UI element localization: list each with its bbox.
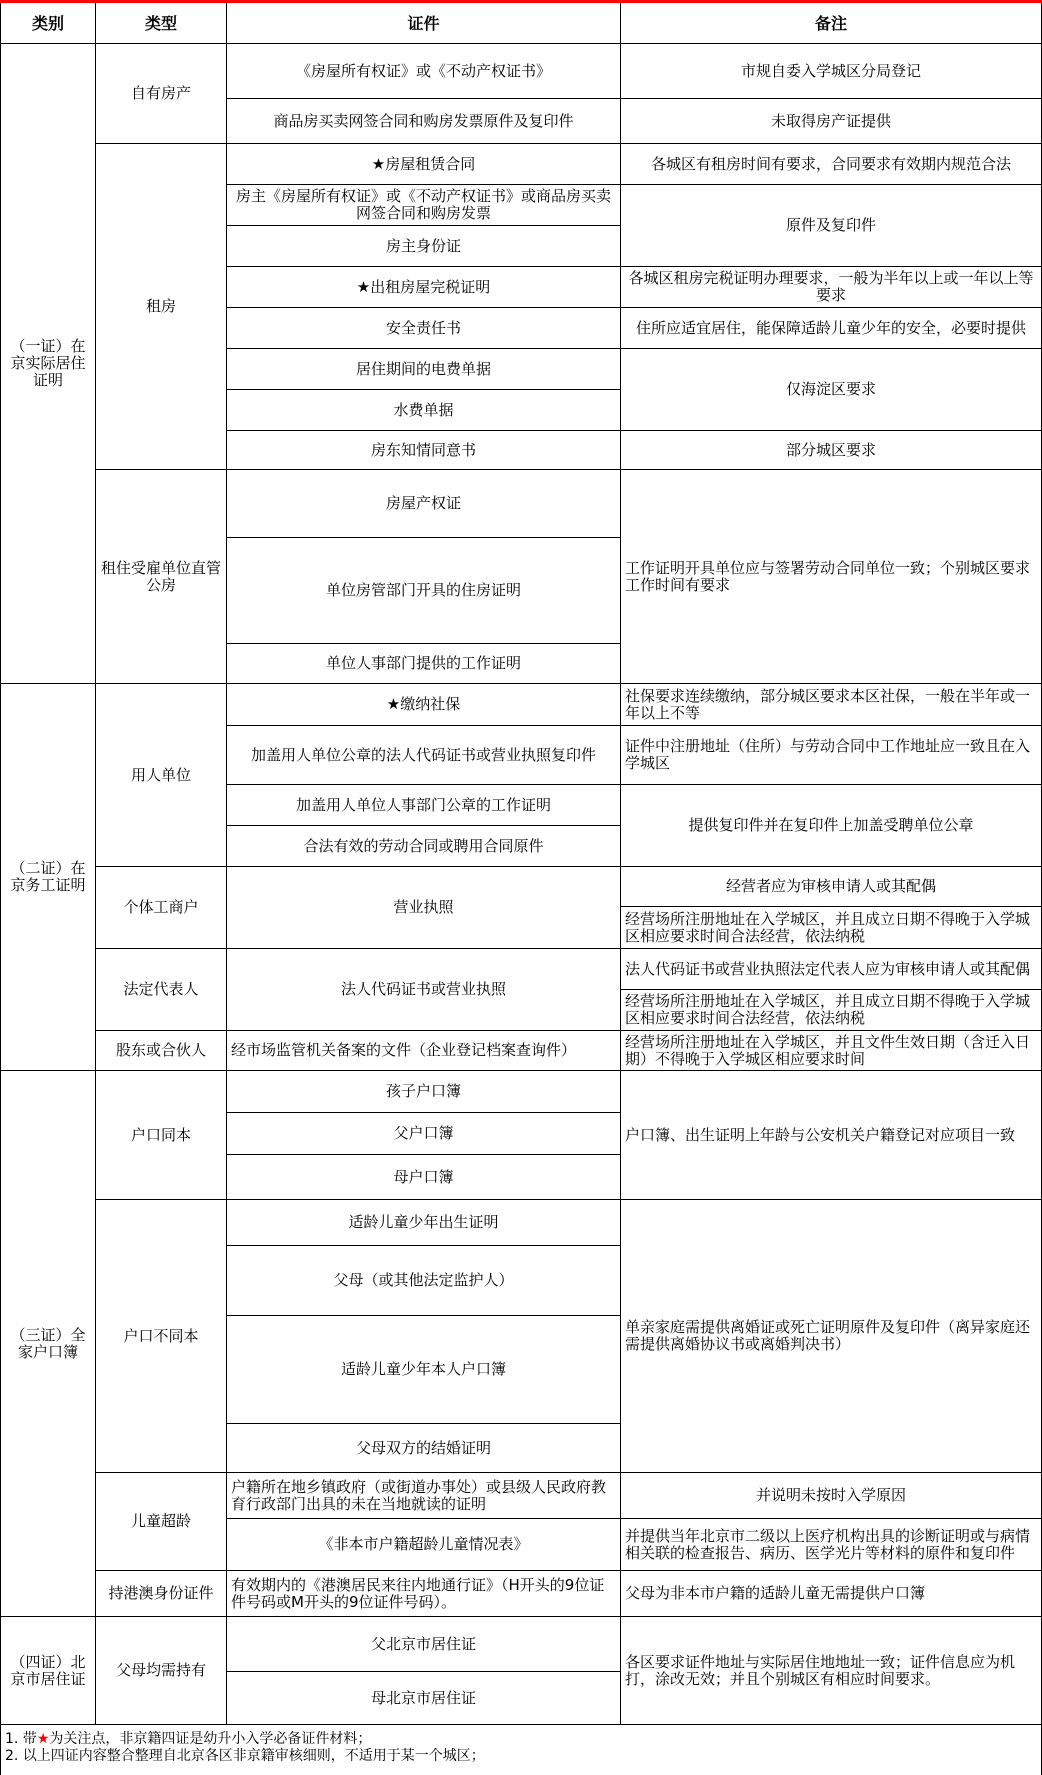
category-work-proof [0,684,96,1071]
doc-row: 母北京市居住证 [227,1672,621,1725]
doc-row: 居住期间的电费单据 [227,349,621,390]
doc-row: 孩子户口簿 [227,1071,621,1113]
category-label: （二证）在京务工证明 [10,859,86,894]
category-residence-proof [0,44,96,684]
remark-row: 未取得房产证提供 [621,99,1042,144]
type-employer: 用人单位 [96,684,227,867]
remark-row: 工作证明开具单位应与签署劳动合同单位一致；个别城区要求工作时间有要求 [621,470,1042,684]
doc-row: 单位人事部门提供的工作证明 [227,644,621,684]
footnote-1-prefix: 1. 带 [5,1731,37,1747]
category-household-register [0,1071,96,1617]
doc-row: 合法有效的劳动合同或聘用合同原件 [227,826,621,867]
remark-row: 各城区租房完税证明办理要求，一般为半年以上或一年以上等要求 [621,267,1042,308]
category-label: （一证）在京实际居住证明 [10,337,86,389]
type-employer-housing: 租住受雇单位直管公房 [96,470,227,684]
remark-row: 经营场所注册地址在入学城区，并且文件生效日期（含迁入日期）不得晚于入学城区相应要求时间 [621,1031,1042,1071]
doc-row: 加盖用人单位人事部门公章的工作证明 [227,785,621,826]
type-partner: 股东或合伙人 [96,1031,227,1071]
remark-row: 户口簿、出生证明上年龄与公安机关户籍登记对应项目一致 [621,1071,1042,1200]
doc-row: 营业执照 [227,867,621,949]
remark-row: 原件及复印件 [621,185,1042,267]
doc-row: 父户口簿 [227,1113,621,1155]
remark-row: 社保要求连续缴纳，部分城区要求本区社保，一般在半年或一年以上不等 [621,684,1042,726]
doc-row: 安全责任书 [227,308,621,349]
doc-row: 房主身份证 [227,226,621,267]
doc-row: 加盖用人单位公章的法人代码证书或营业执照复印件 [227,726,621,785]
category-label: （四证）北京市居住证 [10,1652,86,1688]
remark-row: 提供复印件并在复印件上加盖受聘单位公章 [621,785,1042,867]
remark-row: 并说明未按时入学原因 [621,1473,1042,1519]
doc-row: 单位房管部门开具的住房证明 [227,538,621,644]
type-same-register: 户口同本 [96,1071,227,1200]
doc-row: 父母（或其他法定监护人） [227,1246,621,1316]
doc-row: 适龄儿童少年出生证明 [227,1200,621,1246]
footnote-1-text: 为关注点，非京籍四证是幼升小入学必备证件材料； [49,1731,372,1747]
remark-row: 单亲家庭需提供离婚证或死亡证明原件及复印件（离异家庭还需提供离婚协议书或离婚判决书） [621,1200,1042,1473]
doc-row: 法人代码证书或营业执照 [227,949,621,1031]
doc-row: 母户口簿 [227,1155,621,1200]
remark-row: 证件中注册地址（住所）与劳动合同中工作地址应一致且在入学城区 [621,726,1042,785]
remark-row: 父母为非本市户籍的适龄儿童无需提供户口簿 [621,1571,1042,1617]
remark-row: 部分城区要求 [621,431,1042,470]
doc-row: ★出租房屋完税证明 [227,267,621,308]
star-icon: ★ [36,1731,50,1747]
type-rent: 租房 [96,144,227,470]
remark-row: 各城区有租房时间有要求，合同要求有效期内规范合法 [621,144,1042,185]
category-residence-permit [0,1617,96,1725]
category-label: （三证）全家户口簿 [10,1325,86,1361]
type-legal-rep: 法定代表人 [96,949,227,1031]
footnotes [0,1725,1042,1775]
remark-row: 经营者应为审核申请人或其配偶 [621,867,1042,907]
doc-row: 水费单据 [227,390,621,431]
remark-row: 法人代码证书或营业执照法定代表人应为审核申请人或其配偶 [621,949,1042,990]
doc-row: 房主《房屋所有权证》或《不动产权证书》或商品房买卖网签合同和购房发票 [227,185,621,226]
type-self-employed: 个体工商户 [96,867,227,949]
type-hkmo-id: 持港澳身份证件 [96,1571,227,1617]
type-own-property: 自有房产 [96,44,227,144]
footnote-2: 2. 以上四证内容整合整理自北京各区非京籍审核细则，不适用于某一个城区； [5,1748,485,1764]
doc-row: 《非本市户籍超龄儿童情况表》 [227,1519,621,1571]
header-category: 类别 [0,3,96,44]
doc-row: ★缴纳社保 [227,684,621,726]
doc-row: 有效期内的《港澳居民来往内地通行证》（H开头的9位证件号码或M开头的9位证件号码）。 [227,1571,621,1617]
doc-row: 房屋产权证 [227,470,621,538]
doc-row: 户籍所在地乡镇政府（或街道办事处）或县级人民政府教育行政部门出具的未在当地就读的证明 [227,1473,621,1519]
remark-row: 住所应适宜居住，能保障适龄儿童少年的安全，必要时提供 [621,308,1042,349]
header-document: 证件 [227,3,621,44]
remark-row: 经营场所注册地址在入学城区，并且成立日期不得晚于入学城区相应要求时间合法经营，依法纳税 [621,907,1042,949]
doc-row: 商品房买卖网签合同和购房发票原件及复印件 [227,99,621,144]
type-both-parents: 父母均需持有 [96,1617,227,1725]
doc-row: 父北京市居住证 [227,1617,621,1672]
doc-row: 父母双方的结婚证明 [227,1424,621,1473]
doc-row: 适龄儿童少年本人户口簿 [227,1316,621,1424]
type-different-register: 户口不同本 [96,1200,227,1473]
type-overage-child: 儿童超龄 [96,1473,227,1571]
doc-row: ★房屋租赁合同 [227,144,621,185]
doc-row: 经市场监管机关备案的文件（企业登记档案查询件） [227,1031,621,1071]
remark-row: 并提供当年北京市二级以上医疗机构出具的诊断证明或与病情相关联的检查报告、病历、医学光片等材料的原件和复印件 [621,1519,1042,1571]
remark-row: 各区要求证件地址与实际居住地地址一致；证件信息应为机打，涂改无效；并且个别城区有相应时间要求。 [621,1617,1042,1725]
header-remarks: 备注 [621,3,1042,44]
remark-row: 仅海淀区要求 [621,349,1042,431]
header-type: 类型 [96,3,227,44]
doc-row: 《房屋所有权证》或《不动产权证书》 [227,44,621,99]
remark-row: 经营场所注册地址在入学城区，并且成立日期不得晚于入学城区相应要求时间合法经营，依法纳税 [621,990,1042,1031]
doc-row: 房东知情同意书 [227,431,621,470]
footnote-1 [5,1731,371,1748]
remark-row: 市规自委入学城区分局登记 [621,44,1042,99]
